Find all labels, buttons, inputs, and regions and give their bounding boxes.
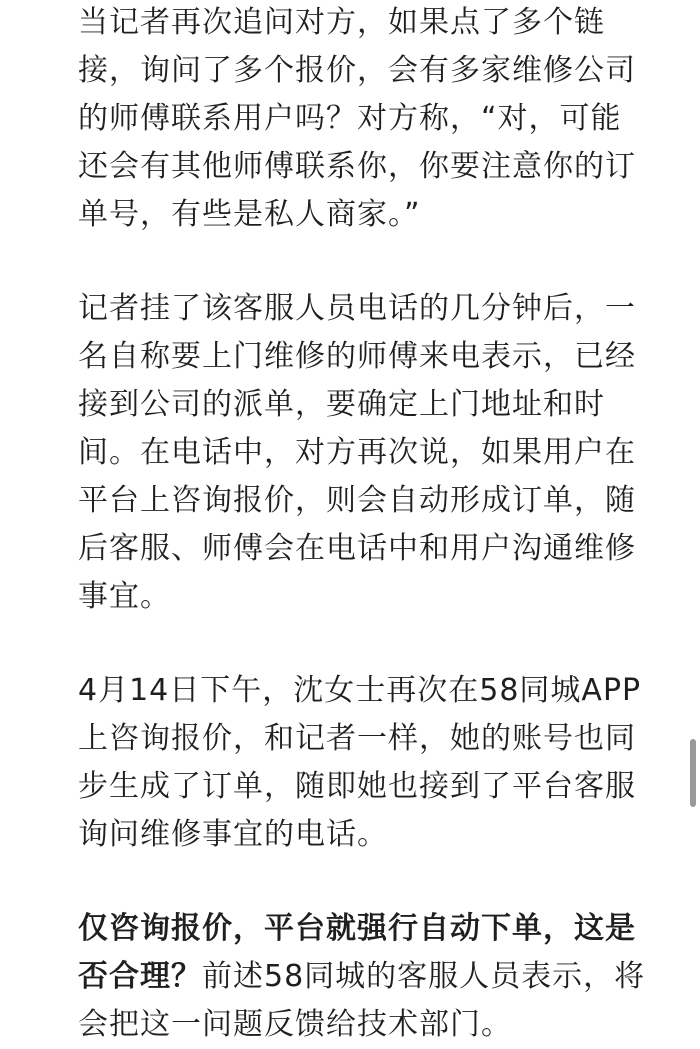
- paragraph-2-line-7: 事宜。: [78, 579, 171, 614]
- paragraph-1-line-1: 当记者再次追问对方，如果点了多个链: [78, 5, 605, 40]
- paragraph-2-line-2: 名自称要上门维修的师傅来电表示，已经: [78, 339, 636, 374]
- paragraph-1-line-2: 接，询问了多个报价，会有多家维修公司: [78, 53, 636, 88]
- paragraph-2-line-5: 平台上咨询报价，则会自动形成订单，随: [78, 483, 636, 518]
- paragraph-3-line-4: 询问维修事宜的电话。: [78, 817, 388, 852]
- paragraph-4-line-2-bold: 否合理？: [78, 959, 202, 994]
- paragraph-3-line-2: 上咨询报价，和记者一样，她的账号也同: [78, 721, 636, 756]
- paragraph-4: [78, 905, 646, 1049]
- paragraph-3: [78, 667, 642, 859]
- paragraph-2-line-6: 后客服、师傅会在电话中和用户沟通维修: [78, 531, 636, 566]
- paragraph-4-line-1-bold: 仅咨询报价，平台就强行自动下单，这是: [78, 911, 636, 946]
- paragraph-4-line-2: [78, 953, 646, 1001]
- article-body: [78, 0, 646, 1049]
- paragraph-2-line-1: 记者挂了该客服人员电话的几分钟后，一: [78, 291, 636, 326]
- paragraph-1: [78, 0, 636, 239]
- paragraph-2-line-3: 接到公司的派单，要确定上门地址和时: [78, 387, 605, 422]
- scrollbar-thumb[interactable]: [690, 739, 696, 807]
- paragraph-1-line-3: 的师傅联系用户吗？对方称，“对，可能: [78, 101, 622, 136]
- paragraph-3-line-3: 步生成了订单，随即她也接到了平台客服: [78, 769, 636, 804]
- paragraph-4-line-3: 会把这一问题反馈给技术部门。: [78, 1007, 512, 1042]
- paragraph-2-line-4: 间。在电话中，对方再次说，如果用户在: [78, 435, 636, 470]
- paragraph-2: [78, 285, 636, 621]
- paragraph-1-line-5: 单号，有些是私人商家。”: [78, 197, 421, 232]
- paragraph-3-line-1: 4月14日下午，沈女士再次在58同城APP: [78, 673, 642, 708]
- paragraph-4-line-2-rest: 前述58同城的客服人员表示，将: [202, 959, 646, 994]
- paragraph-1-line-4: 还会有其他师傅联系你，你要注意你的订: [78, 149, 636, 184]
